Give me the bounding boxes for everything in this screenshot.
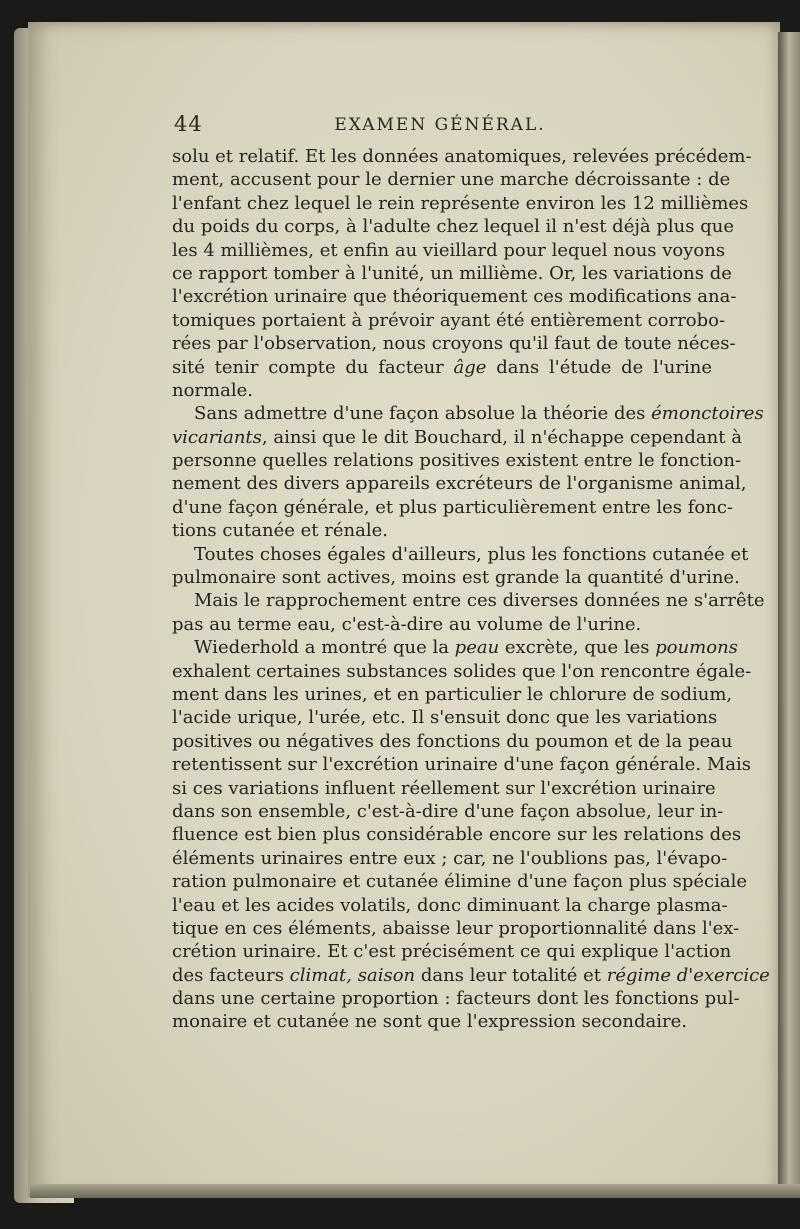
text-segment: personne quelles relations positives existent entre le fonction- bbox=[172, 450, 742, 472]
text-segment: ment, accusent pour le dernier une marche décroissante : de bbox=[172, 169, 731, 191]
text-segment: éléments urinaires entre eux ; car, ne l'oublions pas, l'évapo- bbox=[172, 847, 728, 869]
text-segment: dans son ensemble, c'est-à-dire d'une façon absolue, leur in- bbox=[172, 800, 724, 822]
italic-term: vicariants bbox=[172, 426, 262, 448]
text-segment: l'excrétion urinaire que théoriquement ces modifications ana- bbox=[172, 286, 737, 308]
text-segment: ce rapport tomber à l'unité, un millième. Or, les variations de bbox=[172, 262, 732, 284]
text-segment: dans l'étude de l'urine bbox=[486, 356, 712, 378]
text-line bbox=[172, 660, 752, 683]
text-line bbox=[172, 402, 764, 425]
italic-term: climat, saison bbox=[289, 964, 416, 986]
text-segment: monaire et cutanée ne sont que l'expression secondaire. bbox=[172, 1011, 687, 1033]
text-line bbox=[172, 940, 732, 963]
text-segment: si ces variations influent réellement sur l'excrétion urinaire bbox=[172, 777, 716, 799]
page-bottom-edge bbox=[30, 1184, 800, 1198]
text-segment: fluence est bien plus considérable encore sur les relations des bbox=[172, 824, 742, 846]
page-number: 44 bbox=[174, 112, 203, 136]
text-segment: Wiederhold a montré que la bbox=[194, 637, 455, 659]
text-segment: normale. bbox=[172, 379, 253, 401]
text-line bbox=[172, 917, 740, 940]
text-segment: nement des divers appareils excréteurs de l'organisme animal, bbox=[172, 473, 747, 495]
text-line bbox=[172, 566, 740, 589]
text-segment: exhalent certaines substances solides que l'on rencontre égale- bbox=[172, 660, 752, 682]
text-line bbox=[172, 426, 742, 449]
page-right-edge bbox=[778, 32, 800, 1197]
italic-term: peau bbox=[454, 637, 500, 659]
text-segment: l'eau et les acides volatils, donc diminuant la charge plasma- bbox=[172, 894, 728, 916]
text-line bbox=[172, 753, 751, 776]
text-segment: Sans admettre d'une façon absolue la théorie des bbox=[194, 403, 652, 425]
text-line bbox=[172, 870, 748, 893]
text-segment: pas au terme eau, c'est-à-dire au volume de l'urine. bbox=[172, 613, 642, 635]
text-segment: tomiques portaient à prévoir ayant été entièrement corrobo- bbox=[172, 309, 726, 331]
italic-term: émonctoires bbox=[651, 403, 764, 425]
text-line bbox=[172, 449, 742, 472]
text-line bbox=[172, 285, 737, 308]
text-segment: les 4 millièmes, et enfin au vieillard pour lequel nous voyons bbox=[172, 239, 726, 261]
text-line bbox=[172, 823, 742, 846]
text-line bbox=[172, 543, 749, 566]
italic-term: âge bbox=[453, 356, 487, 378]
body-text bbox=[172, 145, 770, 1034]
text-line bbox=[172, 894, 728, 917]
text-segment: ment dans les urines, et en particulier le chlorure de sodium, bbox=[172, 683, 733, 705]
text-segment: rées par l'observation, nous croyons qu'il faut de toute néces- bbox=[172, 333, 736, 355]
text-line bbox=[172, 215, 734, 238]
italic-term: régime d'exercice bbox=[606, 964, 770, 986]
text-line bbox=[172, 239, 726, 262]
text-segment: du poids du corps, à l'adulte chez lequel il n'est déjà plus que bbox=[172, 216, 734, 238]
text-line bbox=[172, 613, 712, 636]
text-line bbox=[172, 379, 712, 402]
text-segment: dans leur totalité et bbox=[415, 964, 607, 986]
text-line bbox=[172, 496, 733, 519]
text-line bbox=[172, 168, 731, 191]
text-line bbox=[172, 145, 752, 168]
text-segment: d'une façon générale, et plus particulièrement entre les fonc- bbox=[172, 496, 733, 518]
text-segment: ration pulmonaire et cutanée élimine d'une façon plus spéciale bbox=[172, 871, 748, 893]
text-line bbox=[172, 730, 733, 753]
text-segment: tique en ces éléments, abaisse leur proportionnalité dans l'ex- bbox=[172, 917, 740, 939]
text-line bbox=[172, 309, 726, 332]
text-segment: des facteurs bbox=[172, 964, 290, 986]
text-line bbox=[172, 847, 728, 870]
text-segment: retentissent sur l'excrétion urinaire d'une façon générale. Mais bbox=[172, 754, 751, 776]
text-line bbox=[172, 192, 749, 215]
text-line bbox=[172, 683, 733, 706]
text-line bbox=[172, 262, 732, 285]
text-segment: , ainsi que le dit Bouchard, il n'échappe cependant à bbox=[261, 426, 742, 448]
text-segment: excrète, que les bbox=[499, 637, 656, 659]
text-line bbox=[172, 636, 738, 659]
text-line bbox=[172, 472, 747, 495]
text-segment: Mais le rapprochement entre ces diverses données ne s'arrête bbox=[194, 590, 765, 612]
text-segment: dans une certaine proportion : facteurs dont les fonctions pul- bbox=[172, 988, 740, 1010]
running-title: EXAMEN GÉNÉRAL. bbox=[334, 115, 546, 135]
text-line bbox=[172, 589, 765, 612]
text-segment: Toutes choses égales d'ailleurs, plus les fonctions cutanée et bbox=[194, 543, 749, 565]
italic-term: poumons bbox=[655, 637, 738, 659]
text-segment: tions cutanée et rénale. bbox=[172, 520, 388, 542]
text-line bbox=[172, 356, 712, 379]
text-line bbox=[172, 706, 718, 729]
text-segment: solu et relatif. Et les données anatomiques, relevées précédem- bbox=[172, 146, 752, 167]
page-header bbox=[170, 112, 710, 142]
text-segment: sité tenir compte du facteur bbox=[172, 356, 454, 378]
text-segment: l'enfant chez lequel le rein représente environ les 12 millièmes bbox=[172, 192, 749, 214]
text-line bbox=[172, 987, 740, 1010]
text-line bbox=[172, 519, 712, 542]
text-segment: positives ou négatives des fonctions du poumon et de la peau bbox=[172, 730, 733, 752]
text-segment: l'acide urique, l'urée, etc. Il s'ensuit donc que les variations bbox=[172, 707, 718, 729]
text-segment: crétion urinaire. Et c'est précisément ce qui explique l'action bbox=[172, 941, 732, 963]
text-segment: pulmonaire sont actives, moins est grande la quantité d'urine. bbox=[172, 567, 740, 589]
text-line bbox=[172, 964, 770, 987]
text-line bbox=[172, 1010, 712, 1033]
text-line bbox=[172, 777, 716, 800]
text-line bbox=[172, 800, 724, 823]
text-line bbox=[172, 332, 736, 355]
